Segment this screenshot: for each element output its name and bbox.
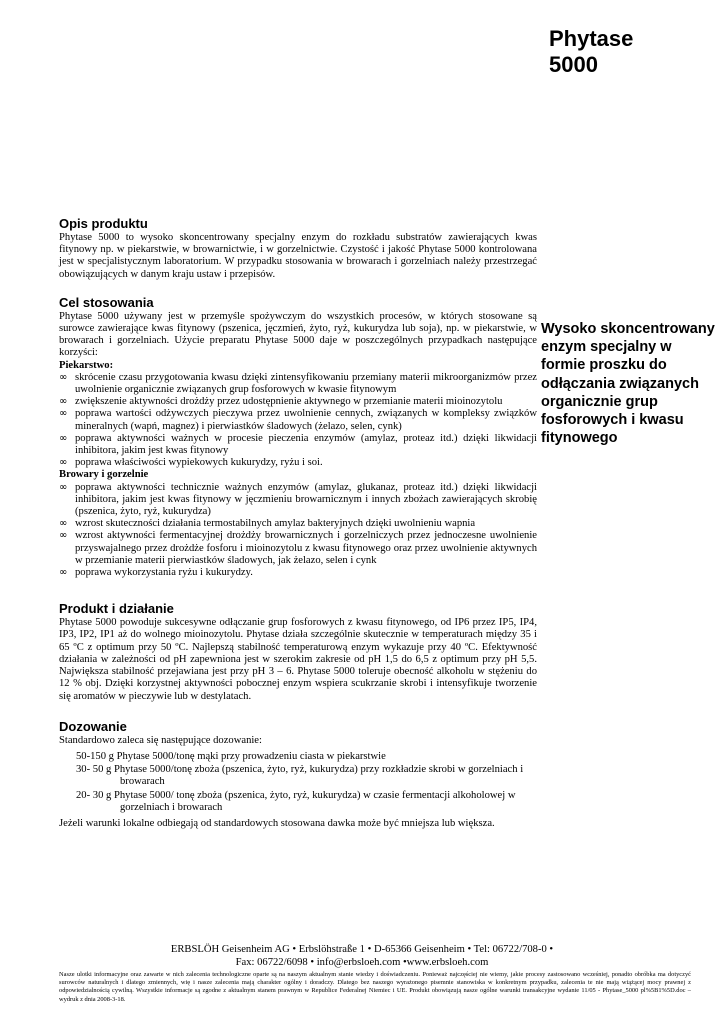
list-item (59, 408, 537, 432)
list-item (59, 530, 537, 567)
list-item-text: wzrost aktywności fermentacyjnej drożdży browarnicznych i gorzelniczych przez jednoczesne uwolnienie przyswajalnego przez drożdże fosforu i mioinozytolu z kwasu fitynowego oraz przez uwolnienie aktywnych w przemianie materii pierwiastków śladowych, jak żelazo, selen i cynk (75, 530, 537, 566)
list-item: 30- 50 g Phytase 5000/tonę zboża (pszenica, żyto, ryż, kukurydza) przy rozkładzie skrobi w gorzelniach i browarach (76, 764, 524, 788)
list-item-text: wzrost skuteczności działania termostabilnych amylaz bakteryjnych dzięki uwolnieniu wapnia (75, 518, 476, 530)
list-item (59, 433, 537, 457)
list-item-text: skrócenie czasu przygotowania kwasu dzięki zintensyfikowaniu przemiany materii mikroorganizmów przez uwolnienie organicznie związanych grup fosforowych w kwasie fitynowym (75, 371, 537, 396)
sidebar-tagline: Wysoko skoncentrowany enzym specjalny w formie proszku do odłączania związanych organicznie grup fosforowych i kwasu fitynowego (541, 321, 715, 447)
list-item (59, 567, 537, 579)
list-item-text: poprawa wykorzystania ryżu i kukurydzy. (75, 567, 253, 579)
subheading-browary: Browary i gorzelnie (59, 469, 149, 481)
list-item-text: poprawa właściwości wypiekowych kukurydzy, ryżu i soi. (75, 457, 323, 469)
list-item-text: poprawa aktywności ważnych w procesie pieczenia enzymów (amylaz, proteaz itd.) dzięki likwidacji inhibitora, jakim jest kwas fitynowy (75, 432, 537, 457)
product-title-line1: Phytase (549, 26, 634, 51)
bullet-infinity-icon: ∞ (59, 396, 68, 408)
dozowanie-outro: Jeżeli warunki lokalne odbiegają od standardowych stosowana dawka może być mniejsza lub większa. (59, 817, 495, 829)
list-item-text: poprawa aktywności technicznie ważnych enzymów (amylaz, glukanaz, proteaz itd.) dzięki likwidacji inhibitora, jakim jest kwas fitynowy w jęczmieniu browarnicznym i innych zbożach zawierających skrobię (pszenica, żyto, ryż, kukurydza) (75, 481, 537, 518)
footer-contact (0, 943, 724, 969)
opis-paragraph: Phytase 5000 to wysoko skoncentrowany specjalny enzym do rozkładu substratów zawierających kwas fitynowy np. w piekarstwie, w browarnictwie, i w gorzelnictwie. Czystość i jakość Phytase 5000 kontrolowana jest w specjalistycznym laboratorium. W przypadku stosowania w browarach i gorzelniach należy przestrzegać obowiązujących w danym kraju ustaw i przepisów. (59, 232, 537, 280)
section-heading-produkt: Produkt i działanie (59, 601, 174, 617)
bullet-infinity-icon: ∞ (59, 371, 68, 383)
section-produkt-i-dzialanie (59, 601, 537, 702)
section-heading-cel: Cel stosowania (59, 294, 154, 310)
piekarstwo-list (59, 372, 537, 470)
bullet-infinity-icon: ∞ (59, 530, 68, 542)
list-item (59, 372, 537, 396)
dozowanie-list (59, 751, 537, 814)
bullet-infinity-icon: ∞ (59, 518, 68, 530)
list-item (59, 518, 537, 530)
list-item (59, 457, 537, 469)
footer-address-line: ERBSLÖH Geisenheim AG • Erbslöhstraße 1 • D-65366 Geisenheim • Tel: 06722/708-0 • (170, 944, 554, 955)
footer-contact-line: Fax: 06722/6098 • info@erbsloeh.com •www.erbsloeh.com (235, 957, 489, 968)
dozowanie-intro: Standardowo zaleca się następujące dozowanie: (59, 734, 262, 746)
bullet-infinity-icon: ∞ (59, 567, 68, 579)
subheading-piekarstwo: Piekarstwo: (59, 359, 114, 371)
bullet-infinity-icon: ∞ (59, 408, 68, 420)
main-content (59, 216, 537, 830)
browary-list (59, 482, 537, 580)
list-item (59, 482, 537, 519)
footer-disclaimer: Nasze ulotki informacyjne oraz zawarte w nich zalecenia technologiczne oparte są na naszym aktualnym stanie wiedzy i doświadczeniu. Ponieważ najczęściej nie wiemy, jakie procesy zastosowano wcześniej, ponadto obróbka ma dotyczyć surowców naturalnych i dlatego zmiennych, wię i nasze zalecenia mają charakter ogólny i doradczy. Dlatego bez naszego wyrażonego pisemnie stanowiska w konkretnym przypadku, zalecenia te nie mają wiążącej mocy prawnej z odpowiedzialnością cywilną. Wszystkie informacje są zgodne z aktualnym stanem prawnym w Republice Federalnej Niemiec i UE. Produkt obowiązują nasze ogólne warunki transakcyjne wydanie 11/05 - Phytase_5000 pl%5B1%5D.doc – wydruk z dnia 2008-3-18. (59, 971, 691, 1003)
bullet-infinity-icon: ∞ (59, 457, 68, 469)
cel-paragraph: Phytase 5000 używany jest w przemyśle spożywczym do wszystkich procesów, w których stosowane są surowce zawierające kwas fitynowy (pszenica, jęczmień, żyto, ryż, kukurydza lub soja), np. w piekarstwie, w browarach i gorzelniach. Użycie preparatu Phytase 5000 daje w poszczególnych przypadkach następujące korzyści: (59, 310, 537, 359)
list-item-text: poprawa wartości odżywczych pieczywa przez uwolnienie cennych, związanych w kompleksy związków mineralnych (wapń, magnez) i pierwiastków śladowych (żelazo, selen, cynk) (75, 408, 537, 432)
section-opis-produktu (59, 216, 537, 281)
product-title (549, 26, 719, 78)
section-dozowanie (59, 719, 537, 830)
list-item: 50-150 g Phytase 5000/tonę mąki przy prowadzeniu ciasta w piekarstwie (76, 750, 386, 762)
bullet-infinity-icon: ∞ (59, 481, 68, 493)
product-title-line2: 5000 (549, 52, 598, 77)
list-item-text: zwiększenie aktywności drożdży przez udostępnienie aktywnego w przemianie materii mioinozytolu (75, 396, 503, 408)
section-cel-stosowania (59, 295, 537, 579)
list-item (59, 396, 537, 408)
section-heading-opis: Opis produktu (59, 216, 148, 231)
list-item: 20- 30 g Phytase 5000/ tonę zboża (pszenica, żyto, ryż, kukurydza) w czasie fermentacji alkoholowej w gorzelniach i browarach (76, 789, 516, 813)
produkt-paragraph: Phytase 5000 powoduje sukcesywne odłączanie grup fosforowych z kwasu fitynowego, od IP6 przez IP5, IP4, IP3, IP2, IP1 aż do wolnego mioinozytolu. Phytase działa szczególnie skutecznie w temperaturach między 35 i 65 ºC z optimum przy 50 ºC. Najlepszą stabilność temperaturową enzym wykazuje przy 40 ºC. Efektywność działania w zależności od pH zapewniona jest w szerokim zakresie od pH 1,5 do 6,5 z optimum przy pH 5,5. Największa stabilność przejawiana jest przy pH 3 – 6. Phytase 5000 toleruje obecność alkoholu w stężeniu do 12 % obj. Dzięki korzystnej aktywności pobocznej enzym wspiera scukrzanie skrobi i intensyfikuje tworzenie się aromatów w pieczywie lub w destylatach. (59, 617, 537, 702)
section-heading-dozowanie: Dozowanie (59, 718, 127, 734)
bullet-infinity-icon: ∞ (59, 432, 68, 444)
